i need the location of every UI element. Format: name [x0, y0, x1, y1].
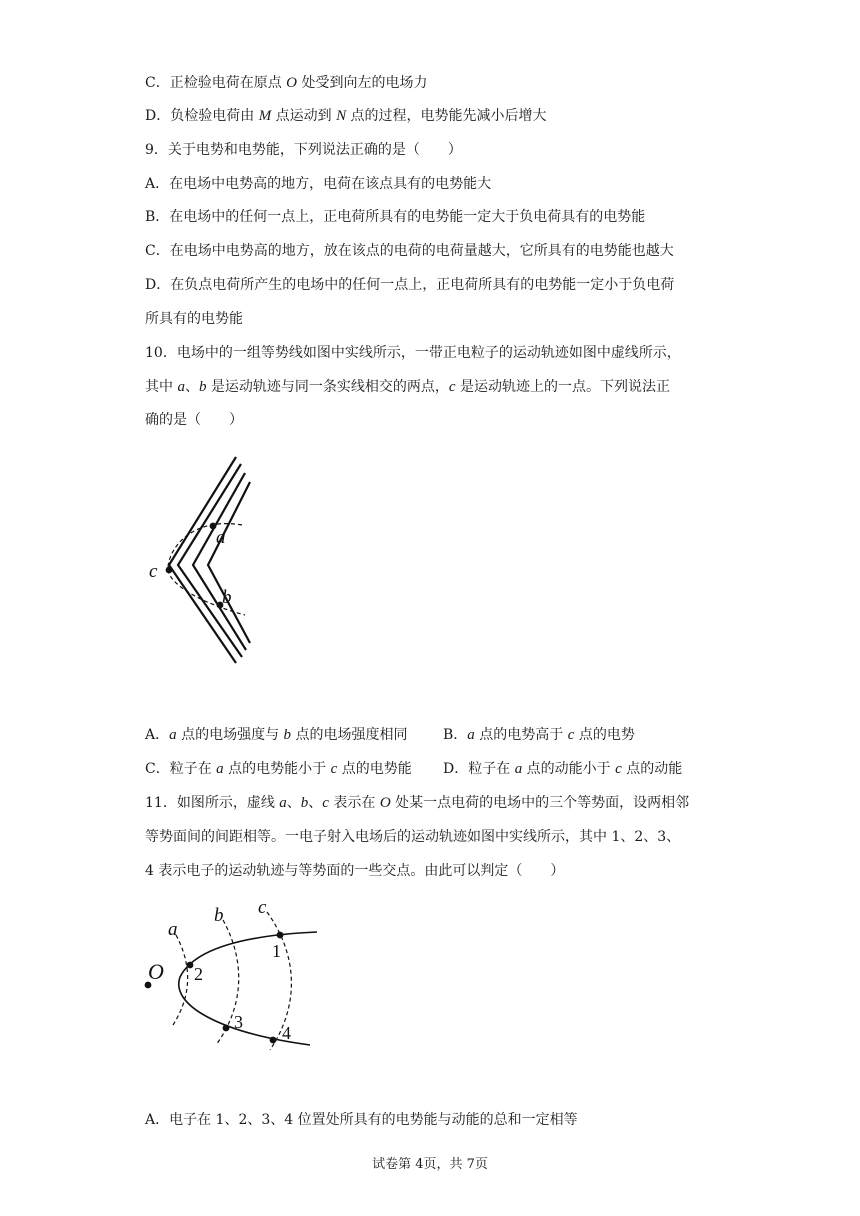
q10-option-a: A．a 点的电场强度与 b 点的电场强度相同: [145, 727, 408, 743]
q9-option-d: D．在负点电荷所产生的电场中的任何一点上，正电荷所具有的电势能一定小于负电荷: [145, 277, 675, 293]
q10-stem-line1: 10．电场中的一组等势线如图中实线所示，一带正电粒子的运动轨迹如图中虚线所示，: [145, 345, 681, 361]
surface-a: [173, 935, 188, 1025]
point-2: [187, 962, 194, 969]
q8-option-c: C．正检验电荷在原点 O 处受到向左的电场力: [145, 75, 428, 91]
q9-stem: 9．关于电势和电势能，下列说法正确的是（ ）: [145, 142, 462, 158]
equipotential-lines: [169, 457, 250, 663]
label-a: a: [168, 919, 178, 940]
label-1: 1: [272, 941, 281, 961]
q9-option-b: B．在电场中的任何一点上，正电荷所具有的电势能一定大于负电荷具有的电势能: [145, 209, 646, 225]
point-4: [270, 1037, 277, 1044]
label-b: b: [214, 905, 224, 926]
q9-option-c: C．在电场中电势高的地方，放在该点的电荷的电荷量越大，它所具有的电势能也越大: [145, 243, 674, 259]
q11-stem-line3: 4 表示电子的运动轨迹与等势面的一些交点。由此可以判定（ ）: [145, 863, 565, 879]
q10-stem-line2: 其中 a、b 是运动轨迹与同一条实线相交的两点，c 是运动轨迹上的一点。下列说法正: [145, 379, 671, 395]
q10-option-c: C．粒子在 a 点的电势能小于 c 点的电势能: [145, 761, 412, 777]
q9-option-d-cont: 所具有的电势能: [145, 311, 243, 327]
q8-option-d: D．负检验电荷由 M 点运动到 N 点的过程，电势能先减小后增大: [145, 108, 547, 124]
label-b: b: [222, 587, 232, 608]
point-c: [166, 567, 173, 574]
q10-option-b: B．a 点的电势高于 c 点的电势: [443, 727, 635, 743]
q11-stem-line2: 等势面间的间距相等。一电子射入电场后的运动轨迹如图中实线所示，其中 1、2、3、: [145, 829, 681, 845]
q9-option-a: A．在电场中电势高的地方，电荷在该点具有的电势能大: [145, 176, 492, 192]
electron-trajectory: [179, 932, 317, 1045]
equipotential-surfaces: [173, 912, 291, 1050]
label-O: O: [148, 959, 164, 984]
page-footer: 试卷第 4页，共 7页: [372, 1157, 488, 1172]
label-c: c: [149, 561, 158, 582]
point-1: [277, 932, 284, 939]
q10-stem-line3: 确的是（ ）: [145, 412, 243, 428]
label-4: 4: [282, 1023, 291, 1043]
label-3: 3: [234, 1012, 243, 1032]
point-3: [223, 1025, 230, 1032]
q11-option-a: A．电子在 1、2、3、4 位置处所具有的电势能与动能的总和一定相等: [145, 1112, 578, 1128]
label-c: c: [258, 897, 267, 918]
q10-option-d: D．粒子在 a 点的动能小于 c 点的动能: [443, 761, 683, 777]
label-a: a: [216, 527, 226, 548]
q11-figure: [140, 895, 330, 1060]
q11-stem-line1: 11．如图所示，虚线 a、b、c 表示在 O 处某一点电荷的电场中的三个等势面，设两相邻: [145, 795, 690, 811]
particle-trajectory: [168, 524, 245, 615]
q10-figure: [140, 445, 270, 675]
label-2: 2: [194, 964, 203, 984]
